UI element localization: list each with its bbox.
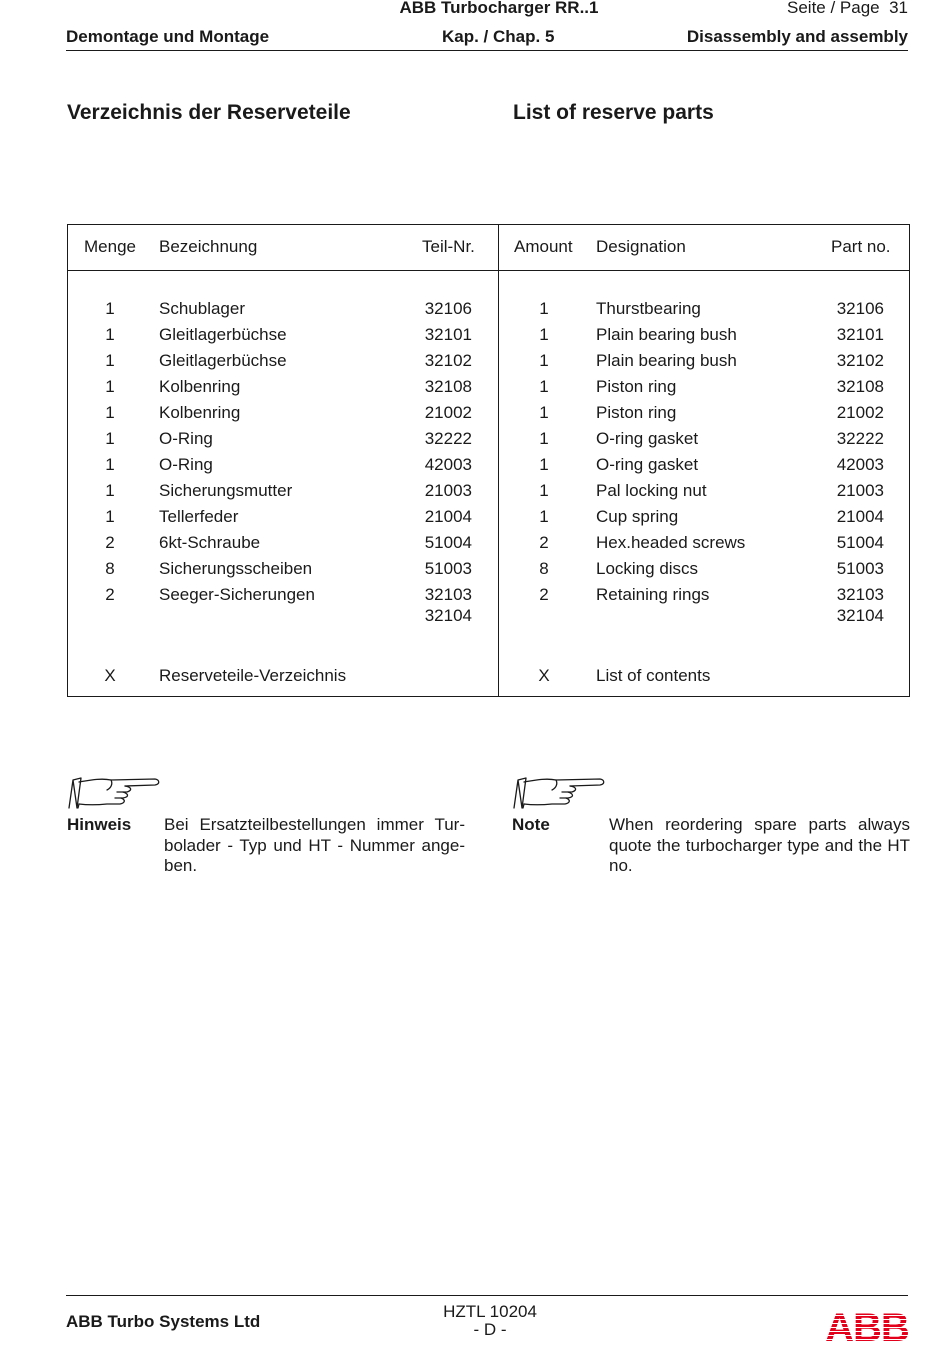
hint-label-en: Note <box>512 815 550 834</box>
row-part-no-de: 32101 <box>424 325 472 344</box>
abb-logo <box>825 1308 909 1344</box>
row-designation-en: Hex.headed screws <box>596 533 746 552</box>
row-amount-de: 1 <box>105 403 115 422</box>
row-part-no-de: 21003 <box>424 481 472 500</box>
row-designation-de: 6kt-Schraube <box>159 533 261 552</box>
row-designation-de: Gleitlagerbüchse <box>159 351 287 370</box>
company-name: ABB Turbo Systems Ltd <box>66 1312 261 1331</box>
row-part-no-en: 32106 <box>836 299 884 318</box>
row-part-no-en: 32108 <box>836 377 884 396</box>
row-part-no-en: 32101 <box>836 325 884 344</box>
row-amount-de: 1 <box>105 299 115 318</box>
header-teil-nr: Teil-Nr. <box>422 237 475 256</box>
row-amount-de: 2 <box>105 533 115 552</box>
row-part-no-de: 42003 <box>424 455 472 474</box>
header-designation: Designation <box>596 237 686 256</box>
row-amount-en: 1 <box>539 351 549 370</box>
row-designation-en: Piston ring <box>596 377 677 396</box>
row-designation-en: Thurstbearing <box>596 299 701 318</box>
row-part-no-de: 32108 <box>424 377 472 396</box>
header-left-title: Demontage und Montage <box>66 27 270 46</box>
row-part-no-en: 32103 <box>836 585 884 604</box>
page-number: Seite / Page 31 <box>787 0 908 17</box>
row-designation-en: Pal locking nut <box>596 481 707 500</box>
row-amount-de: 1 <box>105 455 115 474</box>
row-amount-de: 1 <box>105 351 115 370</box>
row-amount-de: 1 <box>105 325 115 344</box>
row-designation-de: O-Ring <box>159 429 213 448</box>
last-row-designation-en: List of contents <box>596 666 711 685</box>
row-amount-en: 2 <box>539 533 549 552</box>
pointing-hand-icon <box>512 774 607 810</box>
abb-logo-text: ABB <box>825 1308 909 1344</box>
row-part-no-en: 21004 <box>836 507 884 526</box>
hint-line: quote the turbocharger type and the HT <box>609 835 910 855</box>
row-amount-en: 1 <box>539 299 549 318</box>
row-part-no-en: 42003 <box>836 455 884 474</box>
row-designation-en: O-ring gasket <box>596 429 699 448</box>
row-amount-en: 1 <box>539 481 549 500</box>
chapter-label: Kap. / Chap. 5 <box>442 27 555 46</box>
row-part-no-en: 32222 <box>836 429 884 448</box>
row-part-no-de: 21002 <box>424 403 472 422</box>
row-designation-de: Tellerfeder <box>159 507 239 526</box>
header-bezeichnung: Bezeichnung <box>159 237 258 256</box>
row-designation-de: Gleitlagerbüchse <box>159 325 287 344</box>
row-amount-en: 1 <box>539 325 549 344</box>
row-designation-de: Seeger-Sicherungen <box>159 585 315 604</box>
row-designation-de: O-Ring <box>159 455 213 474</box>
row-part-no-de: 32222 <box>424 429 472 448</box>
row-part-no-en: 51004 <box>836 533 884 552</box>
row-part-no-en: 32102 <box>836 351 884 370</box>
row-amount-en: 1 <box>539 507 549 526</box>
row-designation-en: Piston ring <box>596 403 677 422</box>
document-title: ABB Turbocharger RR..1 <box>399 0 599 17</box>
row-designation-de: Sicherungsscheiben <box>159 559 313 578</box>
row-amount-de: 2 <box>105 585 115 604</box>
hint-line: no. <box>609 856 633 875</box>
pointing-hand-icon <box>67 774 162 810</box>
row-part-no-en: 51003 <box>836 559 884 578</box>
hint-label-de: Hinweis <box>67 815 132 834</box>
row-part-no-de: 21004 <box>424 507 472 526</box>
row-amount-en: 1 <box>539 429 549 448</box>
row-designation-de: Sicherungsmutter <box>159 481 293 500</box>
hint-line: bolader - Typ und HT - Nummer ange- <box>164 835 465 855</box>
hint-line: ben. <box>164 856 198 875</box>
row-amount-de: 1 <box>105 507 115 526</box>
section-title-en: List of reserve parts <box>513 101 714 124</box>
edition-label: - D - <box>473 1320 507 1339</box>
row-amount-de: 1 <box>105 429 115 448</box>
footer-rule <box>66 1295 908 1296</box>
row-designation-en: Plain bearing bush <box>596 325 737 344</box>
header-menge: Menge <box>84 237 136 256</box>
last-row-amount-en: X <box>538 666 550 685</box>
row-part-no-de: 32106 <box>424 299 472 318</box>
hint-line: When reordering spare parts always <box>609 815 910 834</box>
section-title-de: Verzeichnis der Reserveteile <box>67 101 351 124</box>
row-part-no-de: 51004 <box>424 533 472 552</box>
row-amount-en: 2 <box>539 585 549 604</box>
last-row-designation-de: Reserveteile-Verzeichnis <box>159 666 347 685</box>
row-designation-de: Schublager <box>159 299 246 318</box>
row-designation-de: Kolbenring <box>159 377 241 396</box>
row-designation-en: O-ring gasket <box>596 455 699 474</box>
header-right-title: Disassembly and assembly <box>686 27 908 46</box>
header-amount: Amount <box>514 237 573 256</box>
row-designation-en: Retaining rings <box>596 585 710 604</box>
row-amount-de: 1 <box>105 481 115 500</box>
row-amount-en: 1 <box>539 455 549 474</box>
hint-text-de <box>164 815 465 877</box>
row-amount-en: 1 <box>539 403 549 422</box>
header-rule <box>66 50 908 51</box>
row-designation-en: Cup spring <box>596 507 679 526</box>
row-part-no-de: 51003 <box>424 559 472 578</box>
header-part-no: Part no. <box>831 237 891 256</box>
document-number: HZTL 10204 <box>443 1302 537 1321</box>
hint-line: Bei Ersatzteilbestellungen immer Tur- <box>164 815 465 834</box>
table-header-rule <box>67 270 910 271</box>
row-amount-de: 1 <box>105 377 115 396</box>
table-column-divider <box>498 224 499 697</box>
row-amount-en: 1 <box>539 377 549 396</box>
row-part-no-de-2: 32104 <box>424 606 472 625</box>
row-designation-de: Kolbenring <box>159 403 241 422</box>
row-amount-de: 8 <box>105 559 115 578</box>
last-row-amount-de: X <box>104 666 116 685</box>
row-part-no-de: 32103 <box>424 585 472 604</box>
row-part-no-en-2: 32104 <box>836 606 884 625</box>
row-amount-en: 8 <box>539 559 549 578</box>
row-part-no-de: 32102 <box>424 351 472 370</box>
hint-text-en <box>609 815 910 877</box>
row-part-no-en: 21002 <box>836 403 884 422</box>
row-designation-en: Locking discs <box>596 559 699 578</box>
row-designation-en: Plain bearing bush <box>596 351 737 370</box>
row-part-no-en: 21003 <box>836 481 884 500</box>
document-number-block <box>390 1303 590 1339</box>
